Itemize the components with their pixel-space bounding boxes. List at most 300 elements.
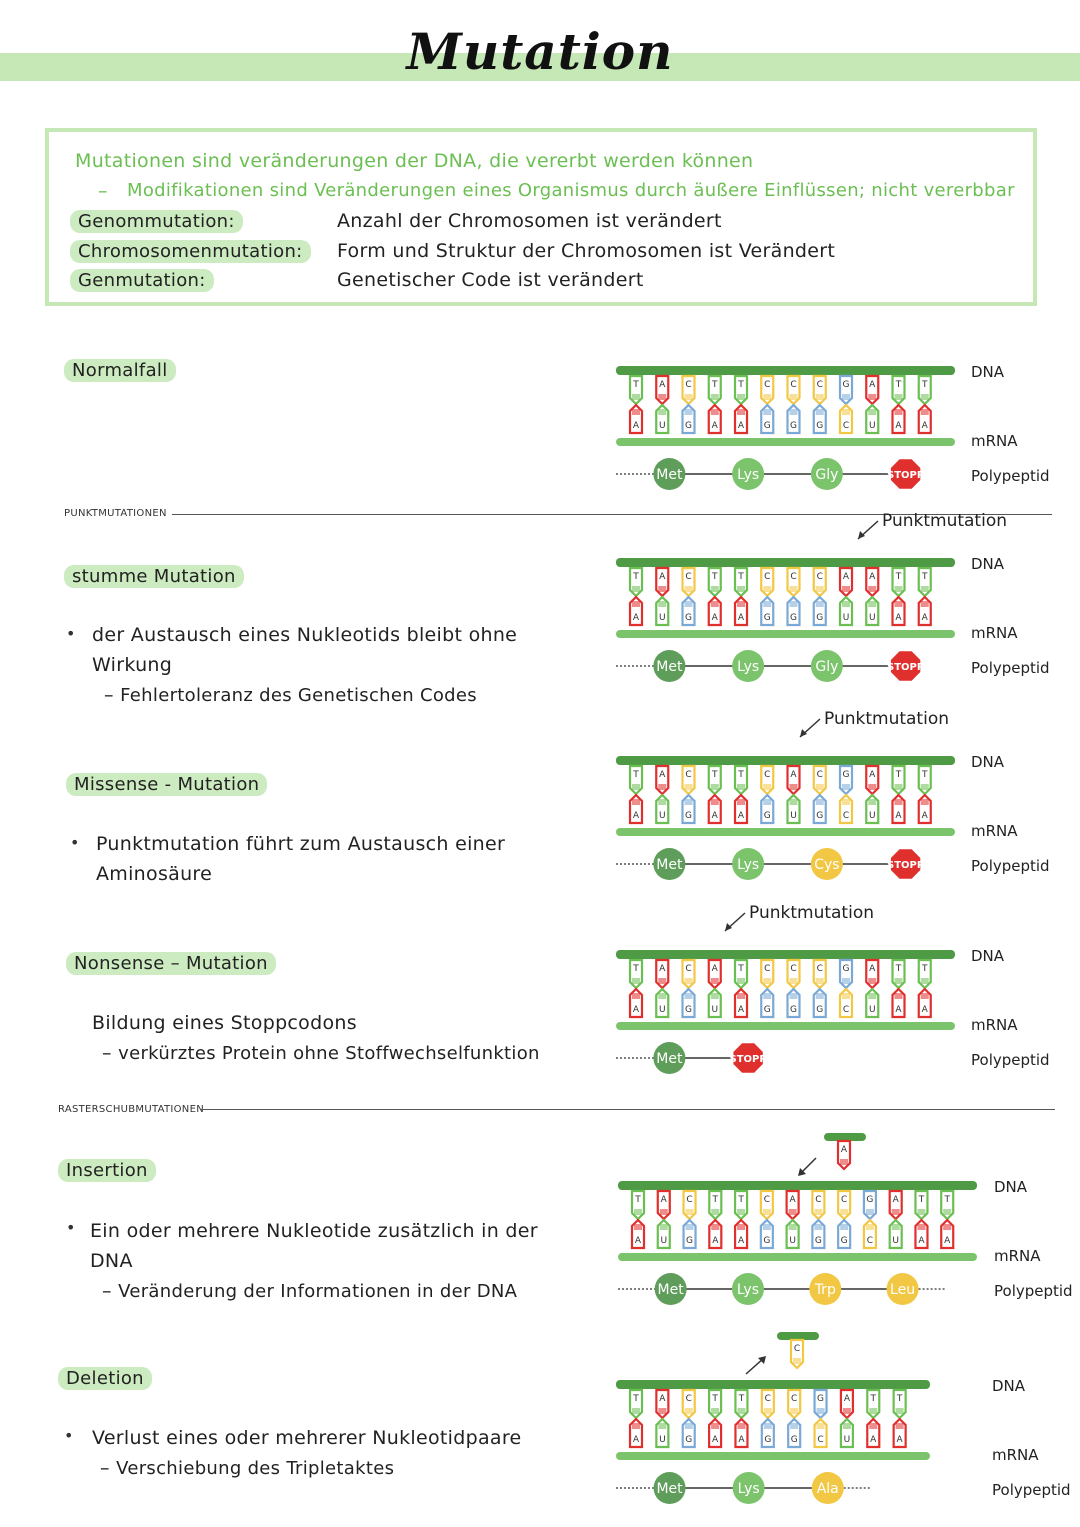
diagram-insertion-dna-base-fill [686,1209,694,1215]
diagram-normal-dna-base-fill [685,394,693,400]
diagram-insertion-dna-base-letter: C [763,1195,770,1205]
diagram-insertion-dna-base-letter: T [738,1195,744,1205]
diagram-insertion-mrna-base-fill [686,1224,694,1230]
diagram-missense-mrna-base-letter: A [921,811,928,821]
diagram-normal-dna-base-fill [711,394,719,400]
diagram-nonsense-mrna-base-letter: G [790,1005,797,1015]
diagram-insertion-dna-base-letter: T [918,1195,925,1205]
diagram-insertion-mrna-strand [618,1253,977,1261]
diagram-nonsense-dna-strand [616,950,955,959]
diagram-missense-mrna-base-letter: U [868,811,876,821]
diagram-deletion-dna-base-fill [632,1408,640,1414]
diagram-insertion-mrna-base-letter: C [866,1236,874,1246]
diagram-insertion-mrna-base-fill [711,1224,719,1230]
diagram-deletion-dna-base-fill [869,1408,877,1414]
diagram-insertion-mrna-base-letter: A [634,1236,642,1246]
diagram-nonsense-dna-base-letter: A [711,964,718,974]
diagram-stumme-punkt-arrowhead [858,531,865,539]
diagram-deletion-dna-base-letter: T [633,1394,639,1404]
diagram-nonsense-dna-base-fill [632,978,640,984]
diagram-stumme-dna-base-letter: T [895,572,902,582]
term-chromosomenmutation: Chromosomenmutation: [70,240,311,263]
diagram-missense-mrna-base-fill [763,799,771,805]
diagram-stumme-dna-base-letter: A [842,572,850,582]
diagram-nonsense-dna-base-letter: T [895,964,902,974]
diagram-stumme-dna-base-letter: T [712,572,718,582]
deletion-sub: Verschiebung des Tripletaktes [116,1458,395,1479]
diagram-nonsense-mrna-base-letter: A [895,1005,902,1015]
diagram-deletion-fragment-base-fill [793,1358,801,1364]
diagram-stumme-mrna-base-letter: A [895,613,902,623]
diagram-normal-mrna-base-letter: A [921,421,928,431]
diagram-insertion-mrna-label: mRNA [994,1247,1041,1265]
diagram-stumme-dna-base-letter: A [869,572,876,582]
insertion-sub: Veränderung der Informationen in der DNA [118,1281,518,1302]
diagram-nonsense-mrna-base-fill [868,993,876,999]
diagram-deletion-dna-base-letter: T [738,1394,745,1404]
diagram-nonsense-dna-base-letter: C [816,964,823,974]
diagram-missense-mrna-base-fill [711,799,719,805]
diagram-insertion-dna-base-letter: T [712,1195,719,1205]
diagram-deletion-mrna-base-letter: U [659,1435,666,1445]
diagram-deletion-dna-base-fill [764,1408,772,1414]
diagram-deletion-dna-strand [616,1380,930,1389]
diagram-insertion-aa-label: Leu [890,1282,916,1298]
diagram-missense-dna-base-fill [658,784,666,790]
diagram-insertion-dna-strand [618,1181,977,1190]
diagram-normal-dna-base-letter: T [895,380,902,390]
diagram-nonsense-mrna-base-fill [921,993,929,999]
diagram-missense-dna-base-fill [868,784,876,790]
diagram-normal-mrna-base-letter: A [632,421,640,431]
diagram-nonsense-dna-base-letter: T [738,964,744,974]
diagram-missense-mrna-base-letter: G [816,811,824,821]
diagram-deletion-dna-base-fill [711,1408,719,1414]
diagram-nonsense-mrna-base-fill [790,993,798,999]
diagram-normal-dna-base-letter: C [685,380,692,390]
deletion-text-1: Verlust eines oder mehrerer Nukleotidpaare [92,1427,522,1449]
diagram-nonsense-dna-base-fill [868,978,876,984]
insertion-heading: Insertion [58,1159,156,1182]
diagram-stumme-dna-base-fill [632,586,640,592]
diagram-nonsense-dna-base-letter: A [659,964,666,974]
diagram-stumme-mrna-base-letter: U [868,613,876,623]
diagram-stumme-mrna-base-letter: U [658,613,666,623]
diagram-nonsense-dna-base-fill [816,978,824,984]
diagram-deletion-dna-base-letter: T [896,1394,903,1404]
diagram-insertion-mrna-base-letter: A [712,1236,719,1246]
diagram-missense-dna-base-fill [685,784,693,790]
diagram-deletion-mrna-base-letter: G [790,1435,798,1445]
diagram-missense-dna-strand [616,756,955,765]
diagram-insertion-dna-base-fill [660,1209,668,1215]
diagram-normal-dna-strand [616,366,955,375]
diagram-deletion-mrna-base-fill [737,1423,745,1429]
desc-genommutation: Anzahl der Chromosomen ist verändert [337,210,722,232]
section-punktmutationen: PUNKTMUTATIONEN [64,508,167,519]
diagram-normal-mrna-base-letter: G [763,421,771,431]
diagram-stumme-dna-base-letter: A [659,572,666,582]
diagram-missense-polypeptid-label: Polypeptid [971,857,1050,875]
diagram-normal-mrna-base-letter: C [842,421,850,431]
diagram-missense-mrna-base-fill [895,799,903,805]
diagram-normal-dna-base-letter: A [869,380,876,390]
diagram-stumme-mrna-base-fill [816,601,824,607]
diagram-deletion-dna-base-fill [896,1408,904,1414]
diagram-insertion-dna-base-fill [892,1209,900,1215]
diagram-insertion-dna-base-fill [840,1209,848,1215]
diagram-nonsense-mrna-base-fill [895,993,903,999]
diagram-missense-mrna-base-fill [816,799,824,805]
diagram-stumme-stop-label: STOPP [887,662,925,673]
diagram-deletion-dna-base-letter: T [712,1394,718,1404]
diagram-normal-polypeptid-label: Polypeptid [971,467,1050,485]
diagram-stumme-mrna-base-letter: A [632,613,640,623]
diagram-stumme-mrna-base-letter: G [685,613,692,623]
diagram-normal-dna-base-fill [658,394,666,400]
stumme-text-1: der Austausch eines Nukleotids bleibt ohne [92,624,518,646]
diagram-missense-mrna-base-fill [921,799,929,805]
diagram-stumme-dna-base-letter: T [738,572,744,582]
diagram-missense-punkt-label: Punktmutation [824,709,949,729]
diagram-normal-dna-base-fill [842,394,850,400]
diagram-stumme-dna-base-fill [711,586,719,592]
diagram-missense-mrna-base-letter: A [711,811,718,821]
diagram-deletion-mrna-base-fill [790,1423,798,1429]
diagram-deletion-aa-label: Met [656,1481,683,1497]
term-genommutation: Genommutation: [70,210,243,233]
diagram-deletion-mrna-base-fill [711,1423,719,1429]
diagram-deletion-mrna-base-fill [817,1423,825,1429]
diagram-missense-mrna-base-fill [737,799,745,805]
diagram-stumme-dna-base-fill [737,586,745,592]
diagram-missense-aa-label: Cys [814,857,840,873]
desc-chromosomenmutation: Form und Struktur der Chromosomen ist Verändert [337,240,836,262]
diagram-nonsense-mrna-label: mRNA [971,1016,1018,1034]
diagram-nonsense-mrna-base-letter: A [632,1005,640,1015]
diagram-stumme-dna-base-letter: T [633,572,639,582]
diagram-missense-mrna-base-fill [658,799,666,805]
diagram-missense-mrna-base-letter: G [763,811,771,821]
diagram-insertion-mrna-base-letter: A [944,1236,951,1246]
diagram-nonsense-dna-label: DNA [971,947,1005,965]
diagram-deletion-dna-base-fill [790,1408,798,1414]
diagram-stumme-mrna-base-letter: A [921,613,928,623]
definition-dash: – [98,180,108,202]
diagram-insertion-mrna-base-fill [840,1224,848,1230]
diagram-insertion-dna-base-letter: C [841,1195,848,1205]
diagram-nonsense-polypeptid-label: Polypeptid [971,1051,1050,1069]
diagram-missense-dna-base-fill [632,784,640,790]
diagram-normal-mrna-base-fill [895,409,903,415]
diagram-normal-aa-label: Lys [737,467,760,483]
diagram-nonsense-dna-base-letter: C [685,964,692,974]
diagram-missense-dna-base-fill [895,784,903,790]
diagram-missense-dna-base-letter: A [790,770,797,780]
diagram-stumme-dna-base-fill [816,586,824,592]
page-title: Mutation [406,22,674,81]
diagram-normal-mrna-base-letter: G [816,421,824,431]
diagram-normal-mrna-base-fill [685,409,693,415]
diagram-missense-mrna-base-fill [632,799,640,805]
diagram-insertion-aa-label: Lys [736,1282,760,1298]
diagram-missense-dna-base-letter: G [842,770,850,780]
diagram-insertion-mrna-base-letter: G [814,1236,822,1246]
diagram-normal-mrna-base-fill [921,409,929,415]
diagram-stumme-mrna-base-fill [763,601,771,607]
bullet-icon: • [66,624,76,643]
diagram-missense-dna-base-fill [737,784,745,790]
diagram-nonsense-mrna-base-letter: A [921,1005,928,1015]
diagram-nonsense-punkt-label: Punktmutation [749,903,874,923]
diagram-stumme-dna-label: DNA [971,555,1005,573]
diagram-deletion-dna-base-fill [685,1408,693,1414]
diagram-nonsense-dna-base-fill [737,978,745,984]
diagram-nonsense-dna-base-fill [921,978,929,984]
diagram-deletion-dna-base-fill [658,1408,666,1414]
diagram-nonsense-mrna-base-letter: G [763,1005,771,1015]
diagram-stumme-mrna-base-fill [711,601,719,607]
bullet-icon: • [66,1218,76,1237]
diagram-normal-mrna-base-letter: A [711,421,718,431]
diagram-normal-dna-base-letter: T [738,380,744,390]
diagram-nonsense-mrna-base-fill [763,993,771,999]
diagram-stumme-mrna-base-fill [868,601,876,607]
diagram-normal-dna-base-letter: G [842,380,850,390]
diagram-stumme-dna-strand [616,558,955,567]
diagram-stumme-mrna-base-letter: A [711,613,718,623]
diagram-missense-mrna-label: mRNA [971,822,1018,840]
diagram-deletion-mrna-base-fill [764,1423,772,1429]
diagram-stumme-mrna-base-fill [921,601,929,607]
missense-heading: Missense - Mutation [66,773,267,796]
diagram-stumme-dna-base-fill [868,586,876,592]
diagram-deletion-mrna-base-letter: A [632,1435,640,1445]
diagram-deletion-fragment-strand [777,1332,819,1340]
diagram-nonsense-dna-base-fill [658,978,666,984]
diagram-stumme-dna-base-letter: C [764,572,771,582]
diagram-stumme-mrna-base-letter: U [842,613,850,623]
diagram-nonsense-dna-base-fill [895,978,903,984]
diagram-insertion-dna-base-letter: T [635,1195,641,1205]
diagram-insertion-mrna-base-fill [943,1224,951,1230]
diagram-deletion-mrna-base-fill [896,1423,904,1429]
diagram-normal-mrna-base-fill [816,409,824,415]
diagram-deletion-mrna-base-fill [869,1423,877,1429]
diagram-normal-dna-base-letter: C [764,380,771,390]
diagram-stumme-aa-label: Lys [737,659,760,675]
diagram-missense-dna-base-fill [711,784,719,790]
diagram-normal-dna-base-fill [816,394,824,400]
diagram-deletion-mrna-base-fill [632,1423,640,1429]
diagram-normal-mrna-base-fill [868,409,876,415]
diagram-normal-mrna-base-letter: A [895,421,902,431]
diagram-normal-dna-base-letter: C [816,380,823,390]
diagram-deletion-mrna-base-letter: G [764,1435,772,1445]
diagram-insertion-mrna-base-fill [737,1224,745,1230]
diagram-insertion-dna-base-letter: G [866,1195,874,1205]
diagram-deletion-mrna-base-letter: A [738,1435,745,1445]
diagram-deletion-dna-base-letter: C [764,1394,771,1404]
diagram-normal-dna-base-letter: C [790,380,797,390]
diagram-stumme-mrna-base-letter: G [763,613,771,623]
diagram-normal-dna-base-fill [868,394,876,400]
diagram-insertion-dna-base-fill [917,1209,925,1215]
diagram-missense-aa-label: Met [656,857,683,873]
diagram-normal-dna-base-letter: T [922,380,928,390]
diagram-stumme-mrna-base-fill [685,601,693,607]
diagram-stumme-mrna-base-letter: G [816,613,824,623]
diagram-nonsense-dna-base-letter: A [869,964,876,974]
diagram-deletion-aa-label: Lys [737,1481,760,1497]
diagram-nonsense-mrna-base-letter: U [658,1005,666,1015]
diagram-deletion-dna-base-letter: C [791,1394,798,1404]
diagram-insertion-mrna-base-fill [892,1224,900,1230]
diagram-insertion-dna-base-fill [814,1209,822,1215]
diagram-insertion-mrna-base-letter: U [789,1236,796,1246]
diagram-normal-dna-base-fill [895,394,903,400]
stumme-heading: stumme Mutation [64,565,244,588]
diagram-insertion-dna-base-fill [866,1209,874,1215]
diagram-normal-dna-base-letter: A [659,380,666,390]
diagram-missense-dna-base-letter: T [895,770,902,780]
diagram-nonsense-mrna-base-fill [737,993,745,999]
diagram-missense-dna-base-fill [842,784,850,790]
diagram-nonsense-mrna-base-fill [685,993,693,999]
diagram-normal-mrna-base-fill [632,409,640,415]
diagram-stumme-dna-base-fill [895,586,903,592]
nonsense-sub: verkürztes Protein ohne Stoffwechselfunktion [118,1043,540,1064]
diagram-insertion-mrna-base-letter: A [737,1236,745,1246]
diagram-deletion-aa-label: Ala [816,1481,839,1497]
diagram-normal-mrna-base-letter: U [658,421,666,431]
diagram-missense-dna-base-letter: C [764,770,771,780]
diagram-normal-mrna-base-fill [842,409,850,415]
diagram-stumme-mrna-base-fill [895,601,903,607]
diagram-missense-punkt-arrowhead [800,729,807,737]
diagram-insertion-dna-base-letter: T [944,1195,950,1205]
diagram-insertion-dna-base-fill [943,1209,951,1215]
diagram-stumme-mrna-base-fill [658,601,666,607]
diagram-insertion-dna-base-letter: A [892,1195,899,1205]
diagram-insertion-dna-base-fill [634,1209,642,1215]
diagram-normal-mrna-base-letter: A [737,421,745,431]
diagram-deletion-mrna-strand [616,1452,930,1460]
diagram-nonsense-mrna-base-fill [816,993,824,999]
diagram-deletion-mrna-base-letter: A [870,1435,877,1445]
diagram-stumme-mrna-strand [616,630,955,638]
diagram-insertion-dna-base-letter: C [686,1195,693,1205]
insertion-text-1: Ein oder mehrere Nukleotide zusätzlich in der [90,1220,538,1242]
diagram-insertion-mrna-base-letter: G [686,1236,694,1246]
diagram-deletion-dna-base-fill [843,1408,851,1414]
stumme-text-2: Wirkung [92,654,173,676]
diagram-insertion-mrna-base-fill [789,1224,797,1230]
diagram-normal-mrna-base-fill [737,409,745,415]
diagram-stumme-mrna-label: mRNA [971,624,1018,642]
diagram-missense-mrna-base-letter: C [842,811,850,821]
diagram-stumme-dna-base-fill [685,586,693,592]
diagram-nonsense-mrna-base-letter: U [868,1005,876,1015]
diagram-normal-mrna-strand [616,438,955,446]
diagram-stumme-mrna-base-fill [737,601,745,607]
diagram-normal-mrna-base-letter: G [685,421,692,431]
diagram-insertion-dna-base-fill [789,1209,797,1215]
diagram-stumme-dna-base-fill [842,586,850,592]
diagram-nonsense-mrna-strand [616,1022,955,1030]
diagram-stumme-mrna-base-fill [790,601,798,607]
diagram-missense-dna-base-letter: T [922,770,928,780]
diagram-insertion-fragment-base-fill [840,1159,848,1165]
diagram-nonsense-mrna-base-fill [632,993,640,999]
diagram-missense-mrna-base-letter: G [685,811,692,821]
diagram-nonsense-mrna-base-fill [711,993,719,999]
diagram-insertion-mrna-base-letter: U [660,1236,668,1246]
deletion-heading: Deletion [58,1367,152,1390]
diagram-normal-mrna-base-fill [763,409,771,415]
diagram-missense-dna-label: DNA [971,753,1005,771]
diagram-missense-dna-base-fill [763,784,771,790]
diagram-insertion-mrna-base-letter: G [763,1236,771,1246]
diagram-insertion-dna-base-letter: C [815,1195,822,1205]
diagram-missense-dna-base-letter: T [633,770,639,780]
insertion-text-2: DNA [90,1250,133,1272]
diagram-insertion-polypeptid-label: Polypeptid [994,1282,1073,1300]
diagram-stumme-mrna-base-fill [842,601,850,607]
diagram-nonsense-stop-label: STOPP [729,1054,767,1065]
diagram-insertion-aa-label: Met [657,1282,684,1298]
diagram-missense-dna-base-letter: T [712,770,718,780]
diagram-stumme-punkt-label: Punktmutation [882,511,1007,531]
diagram-deletion-mrna-base-letter: U [843,1435,851,1445]
diagram-deletion-dna-label: DNA [992,1377,1026,1395]
diagram-stumme-dna-base-fill [763,586,771,592]
diagram-normal-dna-base-letter: T [712,380,718,390]
diagram-missense-mrna-base-letter: U [658,811,666,821]
nonsense-text-1: Bildung eines Stoppcodons [92,1012,357,1034]
diagram-nonsense-dna-base-fill [842,978,850,984]
diagram-deletion-fragment-base-letter: C [793,1344,801,1354]
diagram-nonsense-dna-base-fill [685,978,693,984]
diagram-stumme-aa-label: Met [656,659,683,675]
diagram-stumme-dna-base-fill [790,586,798,592]
diagram-missense-aa-label: Lys [737,857,760,873]
diagram-deletion-mrna-base-letter: G [685,1435,693,1445]
diagram-nonsense-mrna-base-letter: A [737,1005,745,1015]
section-rasterschub: RASTERSCHUBMUTATIONEN [58,1104,204,1115]
diagram-missense-mrna-base-fill [868,799,876,805]
diagram-normal-aa-label: Gly [815,467,839,483]
diagram-normal-mrna-label: mRNA [971,432,1018,450]
diagram-nonsense-aa-label: Met [656,1051,683,1067]
diagram-insertion-dna-base-fill [763,1209,771,1215]
missense-text-2: Aminosäure [96,863,213,885]
diagram-deletion-mrna-base-fill [658,1423,666,1429]
diagram-nonsense-mrna-base-fill [658,993,666,999]
diagram-nonsense-dna-base-letter: C [790,964,797,974]
diagram-insertion-dna-base-letter: A [789,1195,796,1205]
diagram-insertion-mrna-base-fill [634,1224,642,1230]
diagram-insertion-dna-base-fill [711,1209,719,1215]
diagram-deletion-mrna-base-fill [843,1423,851,1429]
diagram-missense-mrna-base-fill [842,799,850,805]
term-genmutation: Genmutation: [70,269,214,292]
diagram-deletion-dna-base-letter: A [659,1394,666,1404]
diagram-deletion-polypeptid-label: Polypeptid [992,1481,1071,1499]
diagram-insertion-fragment-strand [824,1133,866,1141]
diagram-nonsense-dna-base-letter: T [922,964,928,974]
diagram-missense-mrna-base-fill [685,799,693,805]
